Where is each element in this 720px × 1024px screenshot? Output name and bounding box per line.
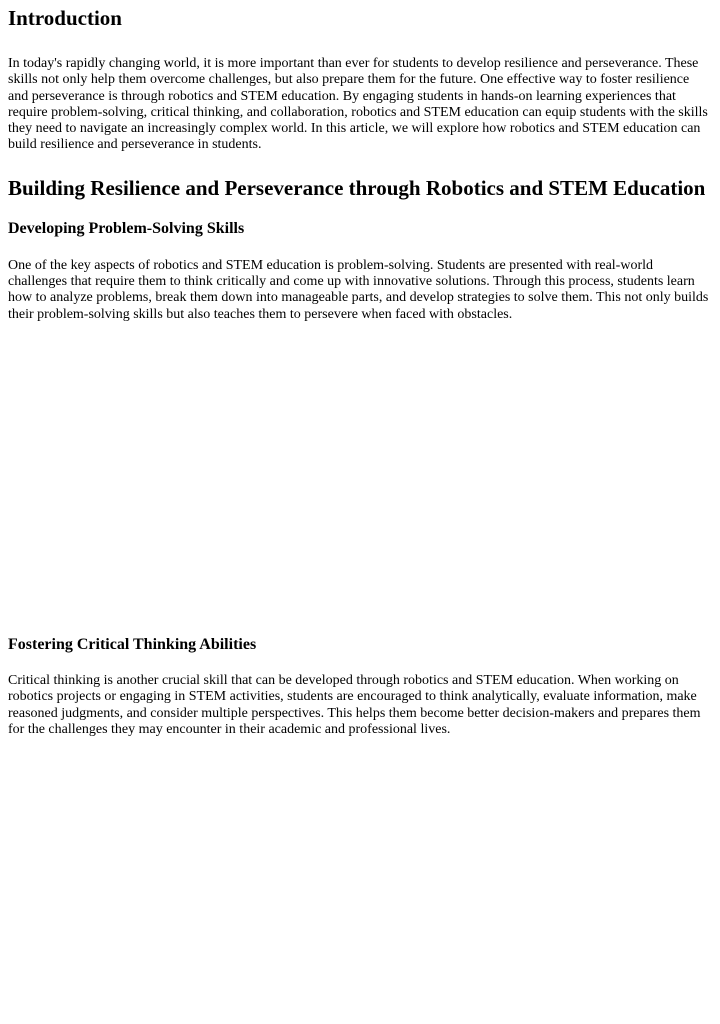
critical-thinking-paragraph: Critical thinking is another crucial skill that can be developed through robotics and STEM education. When working on robotics projects or engaging in STEM activities, students are encouraged to think analytically, evaluate information, make reasoned judgments, and consider multiple perspectives. This helps them become better decision-makers and prepares them for the challenges they may encounter in their academic and professional lives. [8, 672, 701, 737]
intro-paragraph: In today's rapidly changing world, it is more important than ever for students to develop resilience and perseverance. These skills not only help them overcome challenges, but also prepare them for the future. One effective way to foster resilience and perseverance is through robotics and STEM education. By engaging students in hands-on learning experiences that require problem-solving, critical thinking, and collaboration, robotics and STEM education can equip students with the skills they need to navigate an increasingly complex world. In this article, we will explore how robotics and STEM education can build resilience and perseverance in students. [8, 56, 708, 153]
problem-solving-heading: Developing Problem-Solving Skills [8, 219, 245, 237]
intro-heading: Introduction [8, 6, 122, 30]
section-heading: Building Resilience and Perseverance through Robotics and STEM Education [8, 175, 706, 200]
blank-image-area [8, 323, 712, 635]
article-page [0, 6, 712, 738]
problem-solving-paragraph: One of the key aspects of robotics and STEM education is problem-solving. Students are presented with real-world challenges that require them to think critically and come up with innovative solutions. Through this process, students learn how to analyze problems, break them down into manageable parts, and develop strategies to solve them. This not only builds their problem-solving skills but also teaches them to persevere when faced with obstacles. [8, 257, 709, 322]
critical-thinking-heading: Fostering Critical Thinking Abilities [8, 635, 257, 653]
